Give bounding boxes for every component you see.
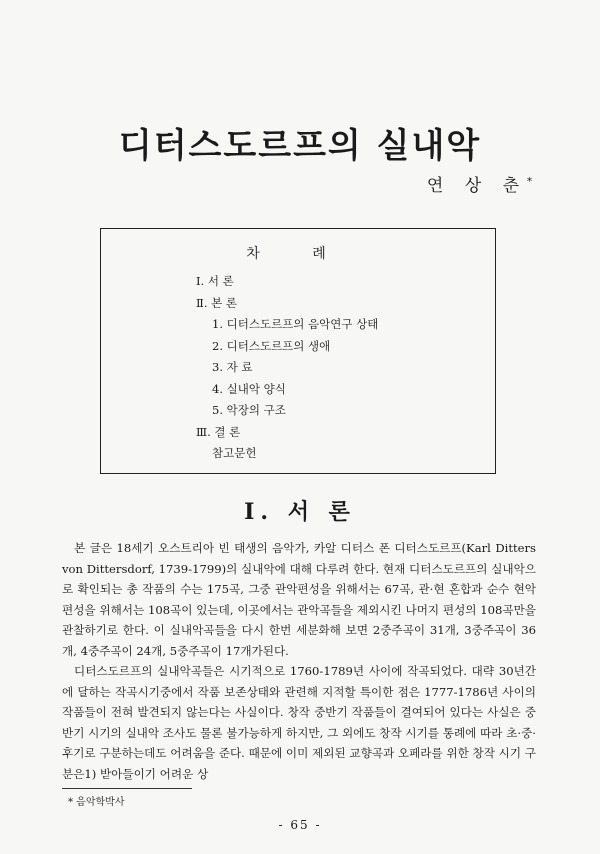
article-title: 디터스도르프의 실내악 bbox=[118, 126, 482, 166]
toc-item: Ⅱ. 본 론 bbox=[196, 295, 238, 310]
author-line bbox=[427, 171, 532, 196]
toc-item: Ⅲ. 결 론 bbox=[196, 424, 241, 439]
author-footnote-mark: * bbox=[527, 176, 532, 188]
toc-item: 3. 자 료 bbox=[212, 360, 253, 374]
toc-item: 5. 악장의 구조 bbox=[212, 403, 286, 417]
toc-item: 2. 디터스도르프의 생애 bbox=[212, 338, 331, 353]
toc-item: 참고문헌 bbox=[212, 446, 257, 460]
toc-heading: 차 례 bbox=[246, 246, 350, 262]
footnote: * 음악학박사 bbox=[68, 797, 125, 808]
paragraph: 디터스도르프의 실내악곡들은 시기적으로 1760-1789년 사이에 작곡되었다. 대략 30년간에 달하는 작곡시기중에서 작품 보존상태와 관련해 지적할 특이한 점은 1777-1786년 사이의 작품들이 전혀 발견되지 않는다는 사실이다. 창작 중반기 작품들이 결여되어 있다는 사실은 중반기 시기의 실내악 조사도 물론 불가능하게 하지만, 그 외에도 창작 시기를 통례에 따라 초·중·후기로 구분하는데도 어려움을 준다. 때문에 이미 제외된 교향곡과 오페라를 위한 창작 시기 구분은1) 받아들이기 어려운 상 bbox=[62, 664, 536, 781]
toc-item: Ⅰ. 서 론 bbox=[196, 274, 234, 288]
table-of-contents bbox=[100, 228, 496, 474]
paragraph: 본 글은 18세기 오스트리아 빈 태생의 음악가, 카알 디터스 폰 디터스도르프(Karl Ditters von Dittersdorf, 1739-1799)의 실내악에 대해 다루려 한다. 현재 디터스도르프의 실내악으로 확인되는 총 작품의 수는 175곡, 그중 관악편성을 위해서는 67곡, 관·현 혼합과 순수 현악편성을 위해서는 108곡이 있는데, 이곳에서는 관악곡들을 제외시킨 나머지 편성의 108곡만을 관찰하기로 한다. 이 실내악곡들을 다시 한번 세분화해 보면 2중주곡이 31개, 3중주곡이 36개, 4중주곡이 24개, 5중주곡이 17개가된다. bbox=[62, 541, 536, 658]
toc-list bbox=[196, 271, 378, 465]
footnote-divider bbox=[62, 788, 192, 789]
toc-item: 1. 디터스도르프의 음악연구 상태 bbox=[212, 317, 379, 331]
toc-item: 4. 실내악 양식 bbox=[212, 381, 286, 396]
author-name: 연 상 춘 bbox=[426, 176, 527, 196]
section-heading: Ⅰ. 서 론 bbox=[244, 499, 356, 525]
body-text bbox=[62, 538, 536, 784]
page-number: - 65 - bbox=[278, 818, 322, 832]
